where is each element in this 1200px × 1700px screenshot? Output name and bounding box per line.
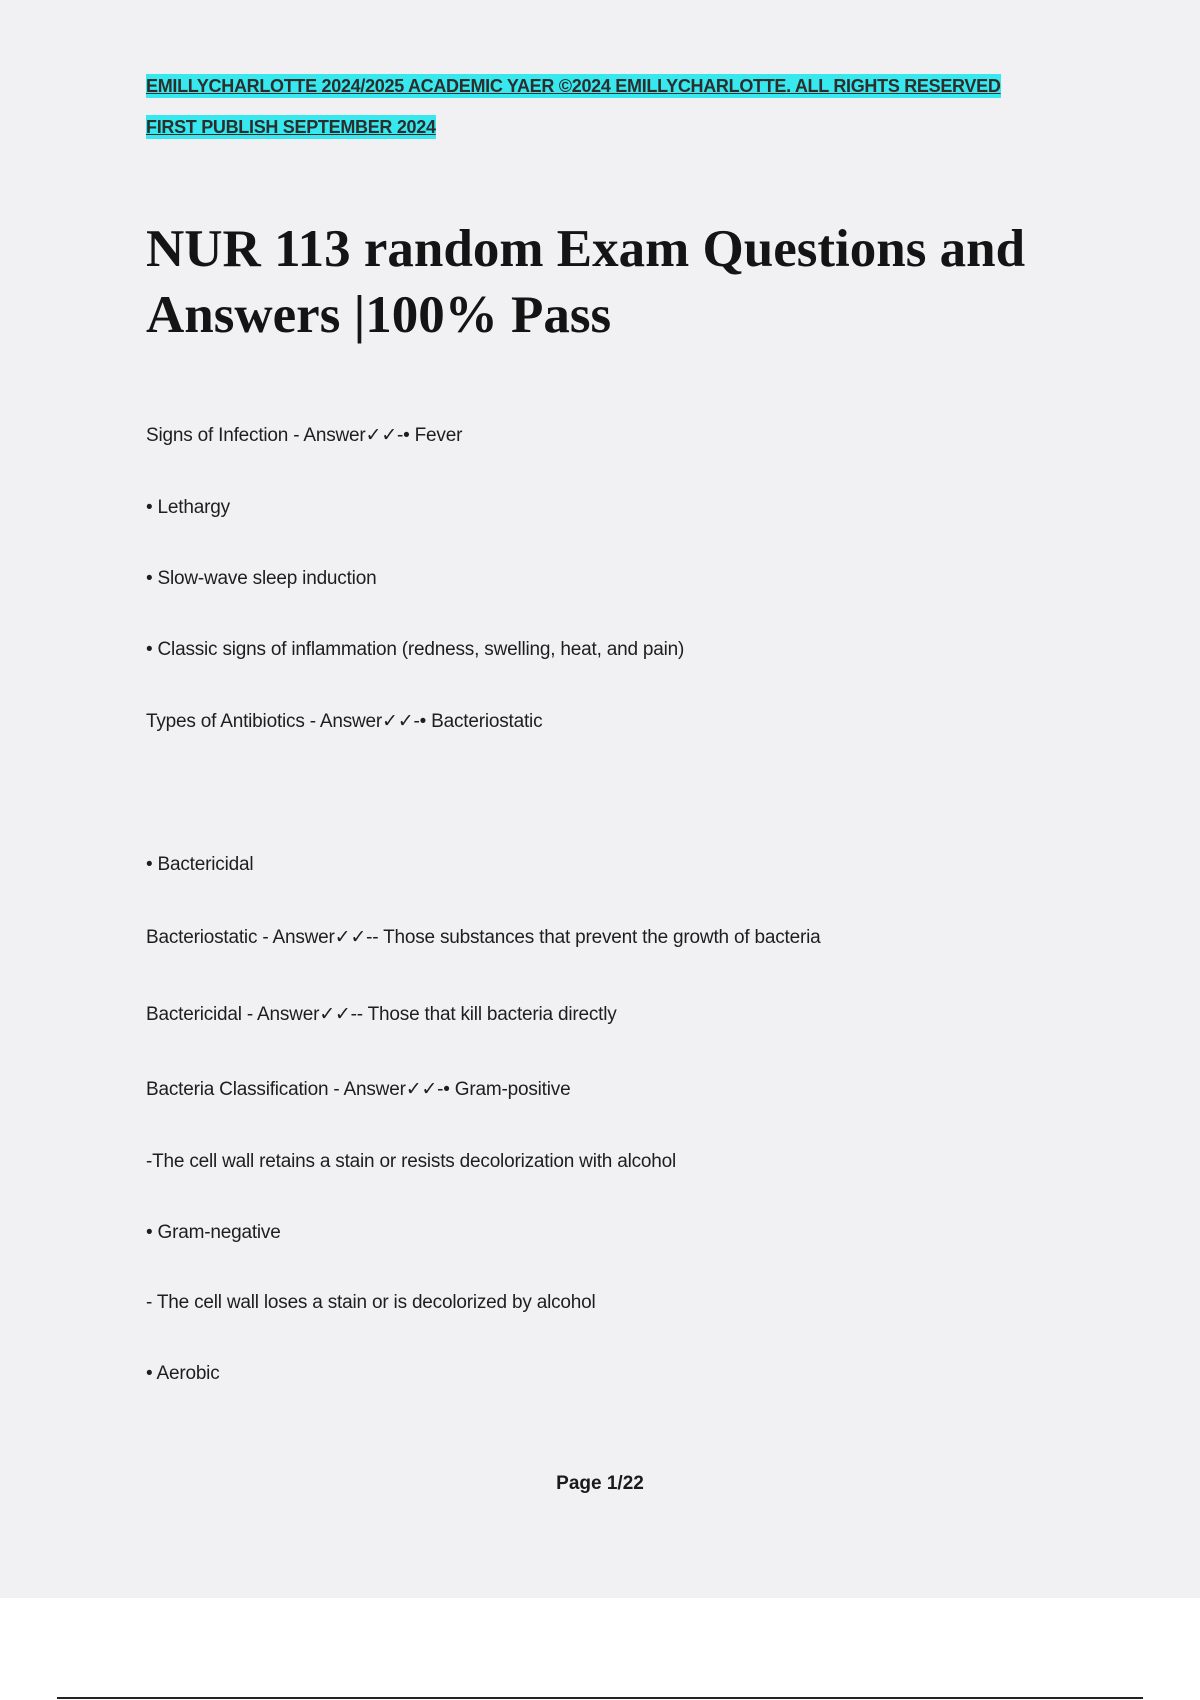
qa-line: Signs of Infection - Answer✓✓-• Fever [146,425,463,446]
publish-date-header: FIRST PUBLISH SEPTEMBER 2024 [146,117,436,137]
qa-line: -The cell wall retains a stain or resists decolorization with alcohol [146,1151,677,1172]
qa-line: • Gram-negative [146,1222,281,1243]
qa-line: Bacteria Classification - Answer✓✓-• Gram-positive [146,1079,571,1100]
qa-line: Bacteriostatic - Answer✓✓-- Those substances that prevent the growth of bacteria [146,927,821,948]
page-number: Page 1/22 [556,1473,644,1494]
qa-line: • Slow-wave sleep induction [146,568,377,589]
document-title: NUR 113 random Exam Questions and Answers |100% Pass [146,220,1026,344]
qa-line: • Aerobic [146,1363,220,1384]
page-divider [57,1697,1143,1699]
qa-line: Types of Antibiotics - Answer✓✓-• Bacteriostatic [146,711,543,732]
qa-line: • Classic signs of inflammation (redness, swelling, heat, and pain) [146,639,685,660]
qa-line: Bactericidal - Answer✓✓-- Those that kill bacteria directly [146,1004,617,1025]
qa-line: - The cell wall loses a stain or is decolorized by alcohol [146,1292,596,1313]
qa-line: • Bactericidal [146,854,254,875]
qa-line: • Lethargy [146,497,230,518]
copyright-header: EMILLYCHARLOTTE 2024/2025 ACADEMIC YAER ©2024 EMILLYCHARLOTTE. ALL RIGHTS RESERVED [146,76,1001,96]
